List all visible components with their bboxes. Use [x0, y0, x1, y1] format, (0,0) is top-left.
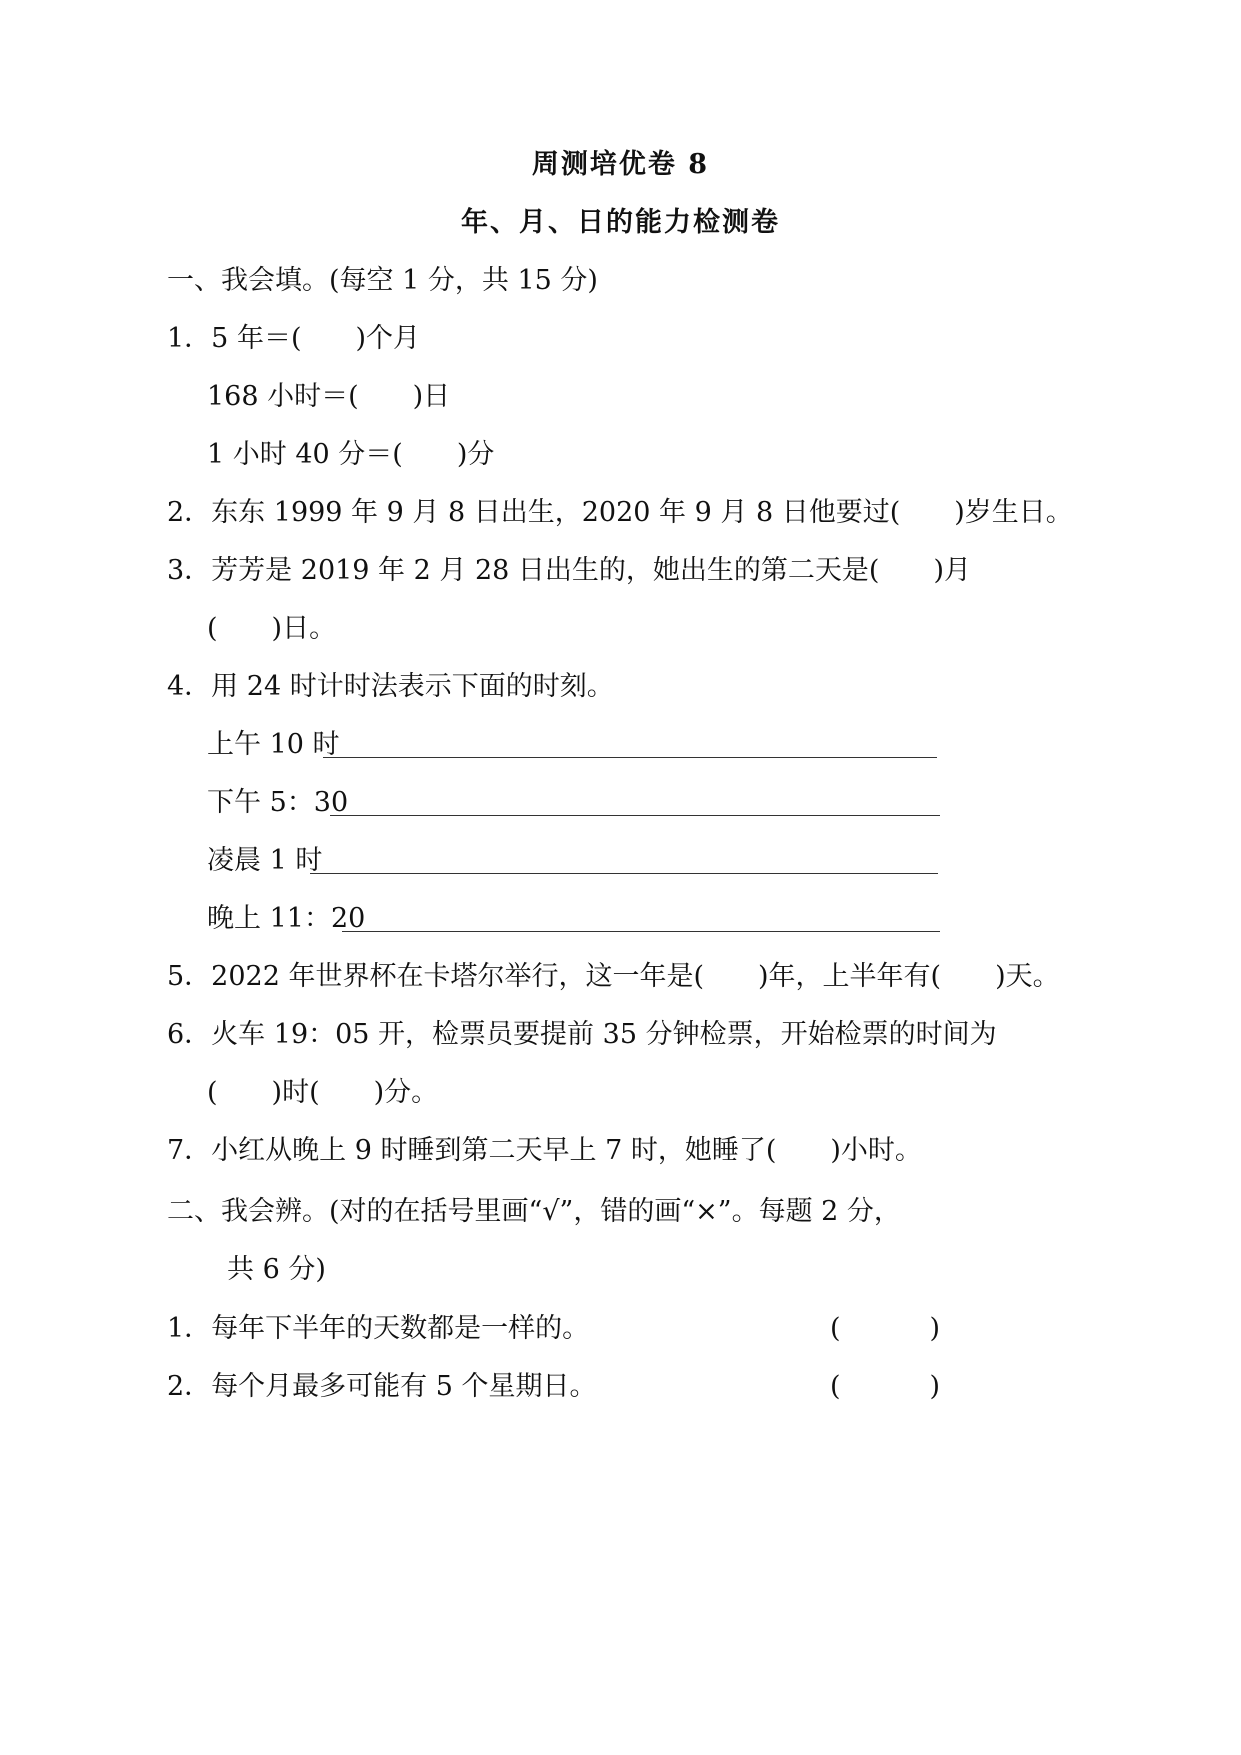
q4-item-4-answer-line[interactable]: [342, 931, 940, 932]
page-title: 周测培优卷 8: [531, 149, 710, 180]
close-paren: ): [929, 1313, 940, 1344]
q7-text: 7．小红从晚上 9 时睡到第二天早上 7 时，她睡了( )小时。: [167, 1135, 922, 1166]
q3-line-2: ( )日。: [207, 613, 337, 644]
q2-text: 2．东东 1999 年 9 月 8 日出生，2020 年 9 月 8 日他要过( )岁生日。: [167, 497, 1073, 528]
q6-line-2: ( )时( )分。: [207, 1077, 439, 1108]
page-subtitle: 年、月、日的能力检测卷: [461, 207, 780, 238]
q4-item-2-answer-line[interactable]: [330, 815, 940, 816]
q1-line-2: 168 小时＝( )日: [207, 381, 451, 412]
q3-line-1: 3．芳芳是 2019 年 2 月 28 日出生的，她出生的第二天是( )月: [167, 555, 971, 586]
q4-item-2-label: 下午 5：30: [207, 787, 349, 818]
judge-item-2-answer-box[interactable]: [830, 1370, 940, 1404]
section-2-heading: 二、我会辨。(对的在括号里画“√”，错的画“×”。每题 2 分，: [167, 1196, 901, 1227]
q1-line-1: 1．5 年＝( )个月: [167, 323, 421, 354]
judge-item-1-text: 1．每年下半年的天数都是一样的。: [167, 1313, 590, 1344]
close-paren: ): [929, 1371, 940, 1402]
open-paren: (: [830, 1371, 841, 1402]
q4-item-1-label: 上午 10 时: [207, 729, 340, 760]
section-2-heading-cont: 共 6 分): [227, 1254, 326, 1285]
q4-prompt: 4．用 24 时计时法表示下面的时刻。: [167, 671, 614, 702]
q5-text: 5．2022 年世界杯在卡塔尔举行，这一年是( )年，上半年有( )天。: [167, 961, 1060, 992]
judge-item-1-answer-box[interactable]: [830, 1312, 940, 1346]
q4-item-3-answer-line[interactable]: [310, 873, 938, 874]
q4-item-3-label: 凌晨 1 时: [207, 845, 323, 876]
q6-line-1: 6．火车 19：05 开，检票员要提前 35 分钟检票，开始检票的时间为: [167, 1019, 997, 1050]
q1-line-3: 1 小时 40 分＝( )分: [207, 439, 495, 470]
q4-item-1-answer-line[interactable]: [323, 757, 937, 758]
section-1-heading: 一、我会填。(每空 1 分，共 15 分): [167, 265, 598, 296]
open-paren: (: [830, 1313, 841, 1344]
q4-item-4-label: 晚上 11：20: [207, 903, 366, 934]
judge-item-2-text: 2．每个月最多可能有 5 个星期日。: [167, 1371, 597, 1402]
